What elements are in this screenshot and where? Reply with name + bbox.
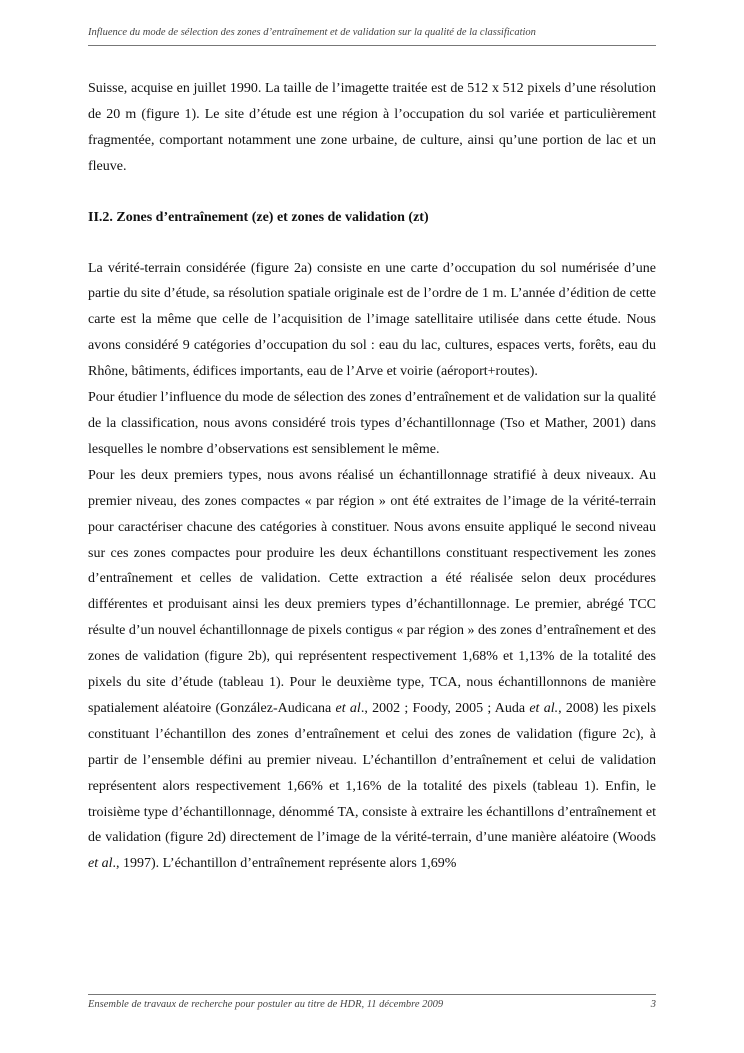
header-divider — [88, 45, 656, 46]
running-footer — [88, 999, 656, 1010]
footer-text: Ensemble de travaux de recherche pour postuler au titre de HDR, 11 décembre 2009 — [88, 999, 444, 1010]
citation-etal: et al — [88, 856, 113, 872]
paragraph-sampling-types: Pour étudier l’influence du mode de sélection des zones d’entraînement et de validation sur la qualité de la classification, nous avons considéré trois types d’échantillonnage (Tso et Mather, 2001) dans lesquelles le nombre d’observations est sensiblement le même. — [88, 390, 656, 457]
text-run: ., 2002 ; Foody, 2005 ; Auda — [360, 700, 530, 716]
citation-etal: et al — [335, 700, 361, 716]
paragraph-intro: Suisse, acquise en juillet 1990. La taille de l’imagette traitée est de 512 x 512 pixels d’une résolution de 20 m (figure 1). Le site d’étude est une région à l’occupation du sol variée et particulièrement fragmentée, comportant notamment une zone urbaine, de culture, ainsi qu’une portion de lac et un fleuve. — [88, 81, 656, 174]
footer-divider — [88, 994, 656, 995]
text-run: Pour les deux premiers types, nous avons réalisé un échantillonnage stratifié à deux niveaux. Au premier niveau, des zones compactes « par région » ont été extraites de l’image de la vérité-terrain pour caractériser chacune des catégories à constituer. Nous avons ensuite appliqué le second niveau sur ces zones compactes pour produire les deux échantillons constituant respectivement les zones d’entraînement et celles de validation. Cette extraction a été réalisée selon deux procédures différentes et produisant ainsi les deux premiers types d’échantillonnage. Le premier, abrégé TCC résulte d’un nouvel échantillonnage de pixels contigus « par région » des zones d’entraînement et des zones de validation (figure 2b), qui représentent respectivement 1,68% et 1,13% de la totalité des pixels du site d’étude (tableau 1). Pour le deuxième type, TCA, nous échantillonnons de manière spatialement aléatoire (González-Audicana — [88, 467, 656, 716]
section-heading: II.2. Zones d’entraînement (ze) et zones de validation (zt) — [88, 209, 429, 225]
running-header: Influence du mode de sélection des zones d’entraînement et de validation sur la qualité de la classification — [88, 27, 536, 38]
text-run: ., 1997). L’échantillon d’entraînement représente alors 1,69% — [112, 856, 457, 872]
text-run: , 2008) les pixels constituant l’échantillon des zones d’entraînement et celui des zones de validation (figure 2c), à partir de l’ensemble défini au premier niveau. L’échantillon d’entraînement et celui de validation représentent alors respectivement 1,66% et 1,16% de la totalité des pixels (tableau 1). Enfin, le troisième type d’échantillonnage, dénommé TA, consiste à extraire les échantillons d’entraînement et de validation (figure 2d) directement de l’image de la vérité-terrain, d’une manière aléatoire (Woods — [88, 700, 657, 846]
paragraph-ground-truth: La vérité-terrain considérée (figure 2a) consiste en une carte d’occupation du sol numérisée d’une partie du site d’étude, sa résolution spatiale originale est de l’ordre de 1 m. L’année d’édition de cette carte est la même que celle de l’acquisition de l’image satellitaire utilisée dans cette étude. Nous avons considéré 9 catégories d’occupation du sol : eau du lac, cultures, espaces verts, forêts, eau du Rhône, bâtiments, édifices importants, eau de l’Arve et voirie (aéroport+routes). — [88, 260, 656, 380]
paragraph-sampling-details — [88, 463, 656, 878]
citation-etal: et al. — [529, 700, 559, 716]
document-body — [88, 76, 656, 877]
page-number: 3 — [650, 999, 656, 1010]
